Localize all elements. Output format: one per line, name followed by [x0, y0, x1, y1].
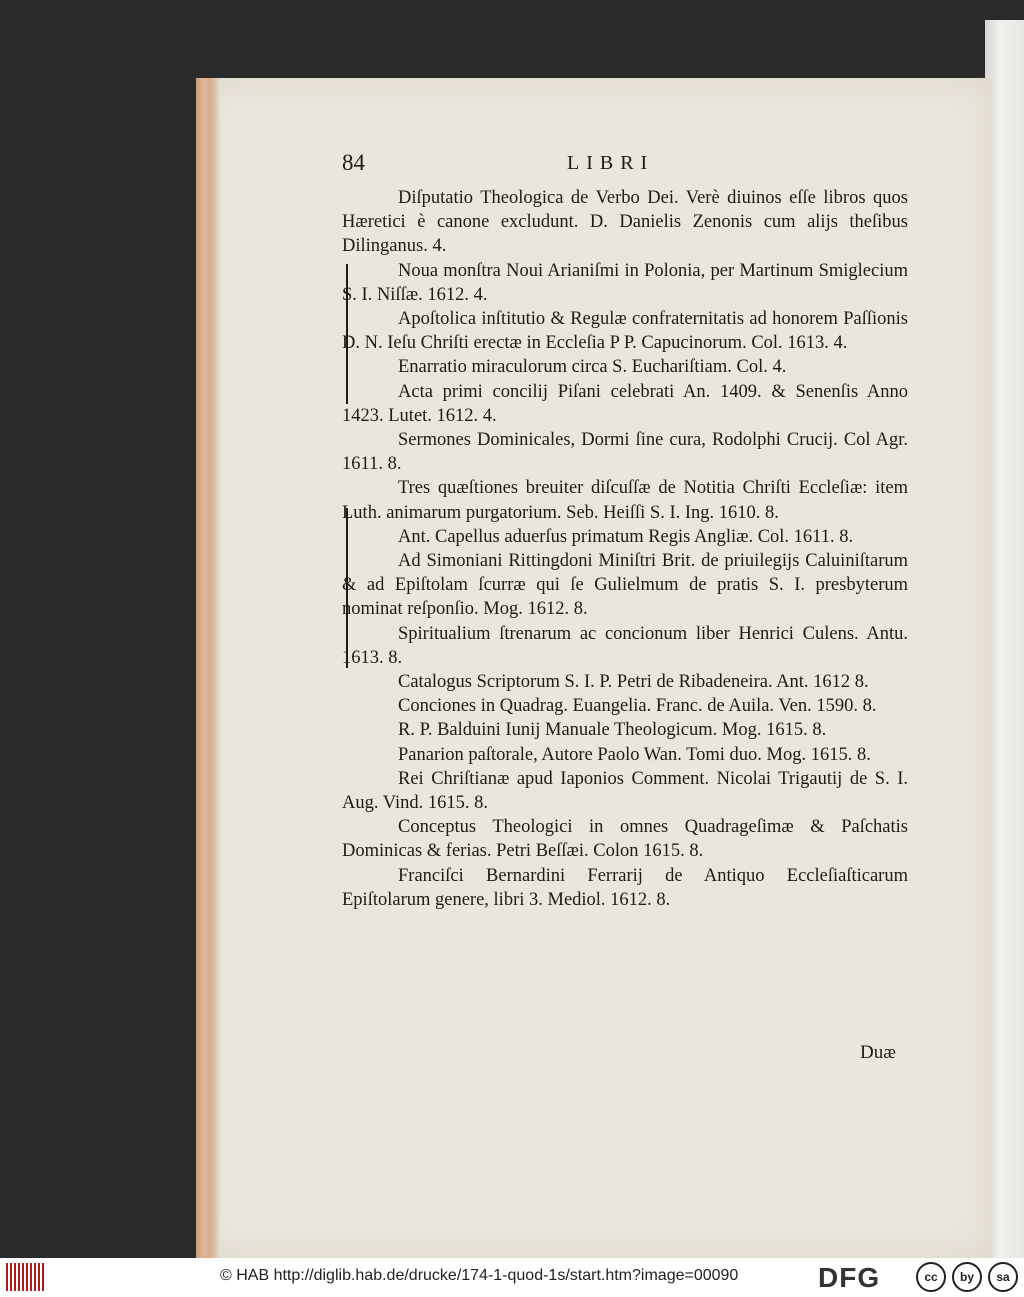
list-item: Conciones in Quadrag. Euangelia. Franc. de Auila. Ven. 1590. 8.	[398, 696, 877, 717]
list-item: Panarion paſtorale, Autore Paolo Wan. Tomi duo. Mog. 1615. 8.	[398, 744, 871, 765]
catchword: Duæ	[860, 1042, 896, 1063]
cc-icon: cc	[916, 1262, 946, 1292]
list-item: Catalogus Scriptorum S. I. P. Petri de Ribadeneira. Ant. 1612 8.	[398, 672, 869, 693]
by-icon: by	[952, 1262, 982, 1292]
list-item: Enarratio miraculorum circa S. Euchariſtiam. Col. 4.	[398, 357, 787, 378]
page-header	[342, 150, 910, 180]
list-item: Ant. Capellus aduerſus primatum Regis Angliæ. Col. 1611. 8.	[398, 526, 854, 547]
list-item: Rei Chriſtianæ apud Iaponios Comment. Nicolai Trigautij de S. I. Aug. Vind. 1615. 8.	[342, 768, 908, 814]
margin-brace	[346, 508, 358, 668]
bibliography-entries	[342, 186, 908, 912]
list-item: Sermones Dominicales, Dormi ſine cura, Rodolphi Crucij. Col Agr. 1611. 8.	[342, 430, 908, 475]
list-item: Acta primi concilij Piſani celebrati An. 1409. & Senenſis Anno 1423. Lutet. 1612. 4.	[342, 381, 908, 426]
viewer-footer	[0, 1258, 1024, 1297]
page-gutter-edge	[196, 78, 220, 1258]
sa-icon: sa	[988, 1262, 1018, 1292]
source-link[interactable]: © HAB http://diglib.hab.de/drucke/174-1-quod-1s/start.htm?image=00090	[220, 1267, 739, 1284]
list-item: Tres quæſtiones breuiter diſcuſſæ de Notitia Chriſti Eccleſiæ: item Luth. animarum purgatorium. Seb. Heiſſi S. I. Ing. 1610. 8.	[342, 478, 908, 523]
page-number: 84	[342, 150, 365, 175]
running-head: LIBRI	[567, 152, 655, 174]
list-item: Spiritualium ſtrenarum ac concionum liber Henrici Culens. Antu. 1613. 8.	[342, 623, 908, 668]
list-item: Conceptus Theologici in omnes Quadrageſimæ & Paſchatis Dominicas & ferias. Petri Beſſæi. Colon 1615. 8.	[342, 817, 908, 862]
list-item: R. P. Balduini Iunij Manuale Theologicum. Mog. 1615. 8.	[398, 720, 827, 741]
hab-logo-icon[interactable]	[6, 1263, 46, 1291]
dfg-logo[interactable]: DFG	[818, 1262, 881, 1293]
list-item: Noua monſtra Noui Arianiſmi in Polonia, per Martinum Smiglecium S. I. Niſſæ. 1612. 4.	[342, 260, 908, 305]
list-item: Ad Simoniani Rittingdoni Miniſtri Brit. de priuilegijs Caluiniſtarum & ad Epiſtolam ſcurræ qui ſe Gulielmum de pratis S. I. presbyterum nominat reſponſio. Mog. 1612. 8.	[342, 551, 908, 620]
list-item: Diſputatio Theologica de Verbo Dei. Verè diuinos eſſe libros quos Hæretici è canone excludunt. D. Danielis Zenonis cum alijs theſibus Dilinganus. 4.	[342, 188, 908, 257]
margin-brace	[346, 264, 358, 404]
list-item: Franciſci Bernardini Ferrarij de Antiquo Eccleſiaſticarum Epiſtolarum genere, libri 3. Mediol. 1612. 8.	[342, 865, 908, 910]
list-item: Apoſtolica inſtitutio & Regulæ confraternitatis ad honorem Paſſionis D. N. Ieſu Chriſti erectæ in Eccleſia P P. Capucinorum. Col. 1613. 4.	[342, 309, 908, 354]
